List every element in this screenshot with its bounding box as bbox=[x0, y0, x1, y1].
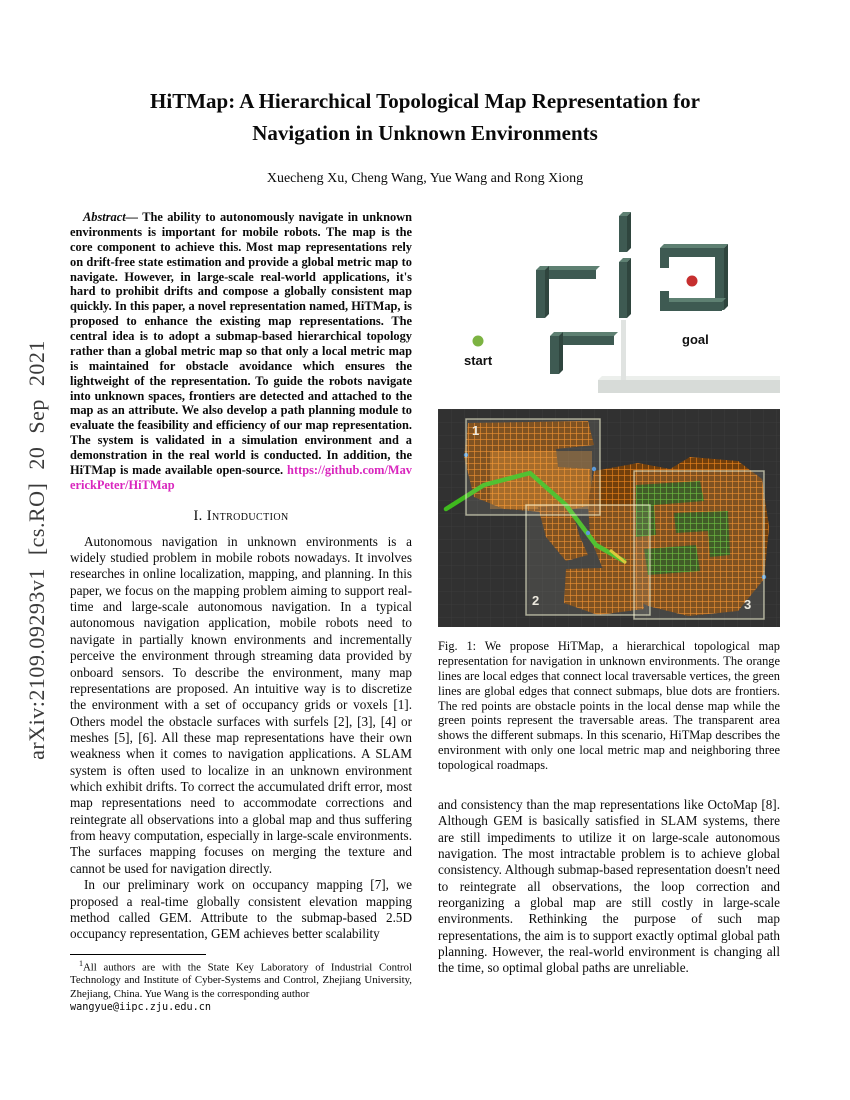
footnote-rule bbox=[70, 954, 206, 955]
abstract bbox=[70, 210, 412, 493]
footnote-marker: 1 bbox=[79, 958, 83, 968]
footnote-text: All authors are with the State Key Laboratory of Industrial Control Technology and Institute of Cyber-Systems and Control, Zhejiang University, Zhejiang, China. Yue Wang is the corresponding author bbox=[70, 961, 412, 1000]
intro-paragraph-2: In our preliminary work on occupancy mapping [7], we proposed a real-time globally consistent elevation mapping method called GEM. Attribute to the submap-based 2.5D occupancy representation, GEM achieves better scalability bbox=[70, 877, 412, 942]
github-link[interactable]: https://github.com/MaverickPeter/HiTMap bbox=[70, 462, 412, 492]
two-column-body bbox=[70, 210, 780, 1014]
start-point-icon bbox=[473, 336, 484, 347]
arxiv-watermark: arXiv:2109.09293v1 [cs.RO] 20 Sep 2021 bbox=[24, 340, 49, 760]
environment-3d-render bbox=[438, 210, 780, 409]
submap-box-2 bbox=[526, 505, 650, 615]
submap-box-1 bbox=[466, 419, 600, 515]
footnote bbox=[70, 959, 412, 1015]
submap-label-1: 1 bbox=[472, 423, 480, 438]
paper-title bbox=[0, 86, 850, 149]
submap-label-3: 3 bbox=[744, 597, 752, 612]
wall-middle-brackets bbox=[536, 266, 618, 374]
intro-paragraph-1: Autonomous navigation in unknown environments is a widely studied problem in mobile robots nowadays. It involves researches in online localization, mapping, and planning. In this paper, we focus on the mapping problem aiming to support real-time and large-scale autonomous navigation. In a typical autonomous navigation application, mobile robots need to navigate in partially known environments and incrementally perceive the environment through streaming data provided by onboard sensors. To describe the environment, many map representations are proposed. An intuitive way is to discretize the environment with a set of occupancy grids or voxels [1]. Others model the obstacle surfaces with surfels [2], [3], [4] or meshes [5], [6]. All these map representations have their own weakness when it comes to navigation applications. A SLAM system is often used to localize in an unknown environment which exhibit drifts. To correct the accumulated drift error, most map representations need to accommodate corrections and reintegrate all observations into a global map and thus suffering from heavy computation, especially in large-scale environments. The surfaces mapping focuses on merging the texture and cannot be used for navigation directly. bbox=[70, 533, 412, 876]
left-column bbox=[70, 210, 412, 1014]
title-line-2: Navigation in Unknown Environments bbox=[252, 120, 598, 145]
goal-point-icon bbox=[687, 276, 698, 287]
submap-label-2: 2 bbox=[532, 593, 540, 608]
title-line-1: HiTMap: A Hierarchical Topological Map Representation for bbox=[150, 89, 700, 113]
footnote-email: wangyue@iipc.zju.edu.cn bbox=[70, 1001, 212, 1013]
figure-caption: Fig. 1: We propose HiTMap, a hierarchical topological map representation for navigation in unknown environments. The orange lines are local edges that connect local traversable vertices, the green lines are global edges that connect submaps, blue dots are frontiers. The red points are obstacle points in the local dense map while the green points represent the traversable areas. The transparent area shows the different submaps. In this scenario, HiTMap describes the environment with only one local metric map and neighboring three topological roadmaps. bbox=[438, 639, 780, 772]
abstract-text: The ability to autonomously navigate in unknown environments is important for mobile robots. The map is the core component to achieve this. Most map representations rely on drift-free state estimation and provide a global metric map to navigate. However, in large-scale real-world applications, it's hard to prohibit drifts and compose a globally consistent map quickly. In this paper, a novel representation named, HiTMap, is proposed to enhance the existing map representations. The central idea is to adopt a submap-based hierarchical topology rather than a global metric map so that only a local metric map is maintained for obstacle avoidance which ensures the lightweight of the representation. To guide the robots navigate into unknown spaces, frontiers are detected and attached to the map as an attribute. We also develop a path planning module to evaluate the feasibility and efficiency of our map representation. The system is validated in a simulation environment and a demonstration in the real world is conducted. In addition, the HiTMap is made available open-source. bbox=[70, 210, 412, 477]
figure-1 bbox=[438, 210, 780, 773]
continuation-paragraph: and consistency than the map representations like OctoMap [8]. Although GEM is basically satisfied in SLAM systems, there are still impediments to utilize it on large-scale autonomous navigation. The most intractable problem is to achieve global consistency. Although submap-based representation doesn't need to reintegrate all observations, the loop correction and reorganizing a global map are still costly in large-scale environments. Rethinking the purpose of such map representations, the aim is to support exactly optimal global path planning. However, the real-world environment is changing all the time, so optimal global paths are unreliable. bbox=[438, 796, 780, 976]
wall-center bbox=[619, 212, 631, 318]
hitmap-map-render bbox=[438, 409, 780, 627]
paper-header bbox=[0, 86, 850, 187]
figure-bottom-image bbox=[438, 409, 780, 627]
start-label: start bbox=[464, 353, 493, 368]
figure-top-image bbox=[438, 210, 780, 409]
goal-label: goal bbox=[682, 332, 709, 347]
abstract-label: Abstract— bbox=[83, 210, 139, 224]
right-column bbox=[438, 210, 780, 1014]
section-heading-introduction: I. Introduction bbox=[193, 507, 289, 524]
authors: Xuecheng Xu, Cheng Wang, Yue Wang and Rong Xiong bbox=[266, 171, 584, 186]
